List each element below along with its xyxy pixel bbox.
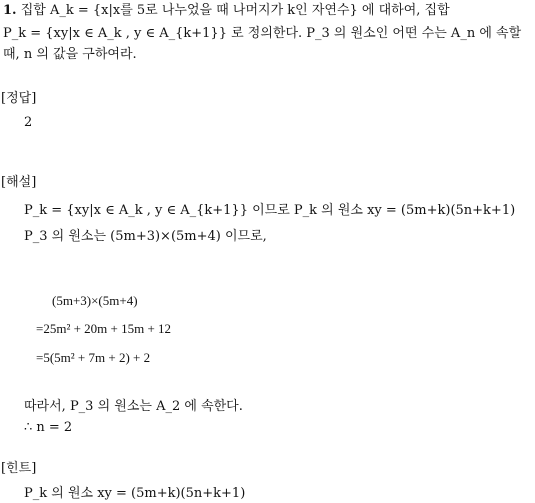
problem-text-1: 집합 A_k = {x|x를 5로 나누었을 때 나머지가 k인 자연수} 에 대하여, 집합 <box>20 3 450 18</box>
equation-step-2: =25m² + 20m + 15m + 12 <box>36 321 172 336</box>
problem-number: 1. <box>3 3 17 18</box>
hint-heading: [힌트] <box>1 461 37 476</box>
conclusion-line-1: 따라서, P_3 의 원소는 A_2 에 속한다. <box>24 399 243 414</box>
problem-line-1 <box>3 2 450 20</box>
answer-heading: [정답] <box>1 91 37 106</box>
conclusion-line-2: ∴ n = 2 <box>24 420 73 435</box>
problem-line-3: 때, n 의 값을 구하여라. <box>3 47 137 62</box>
equation-step-3: =5(5m² + 7m + 2) + 2 <box>36 350 151 365</box>
hint-line-1: P_k 의 원소 xy = (5m+k)(5n+k+1) <box>24 486 246 501</box>
problem-line-2: P_k = {xy|x ∈ A_k , y ∈ A_{k+1}} 로 정의한다. P_3 의 원소인 어떤 수는 A_n 에 속할 <box>3 26 522 41</box>
equation-step-1: (5m+3)×(5m+4) <box>52 293 138 308</box>
solution-line-2: P_3 의 원소는 (5m+3)×(5m+4) 이므로, <box>24 229 267 244</box>
solution-line-1: P_k = {xy|x ∈ A_k , y ∈ A_{k+1}} 이므로 P_k 의 원소 xy = (5m+k)(5n+k+1) <box>24 203 516 218</box>
solution-heading: [해설] <box>1 175 37 190</box>
answer-value: 2 <box>24 115 33 130</box>
